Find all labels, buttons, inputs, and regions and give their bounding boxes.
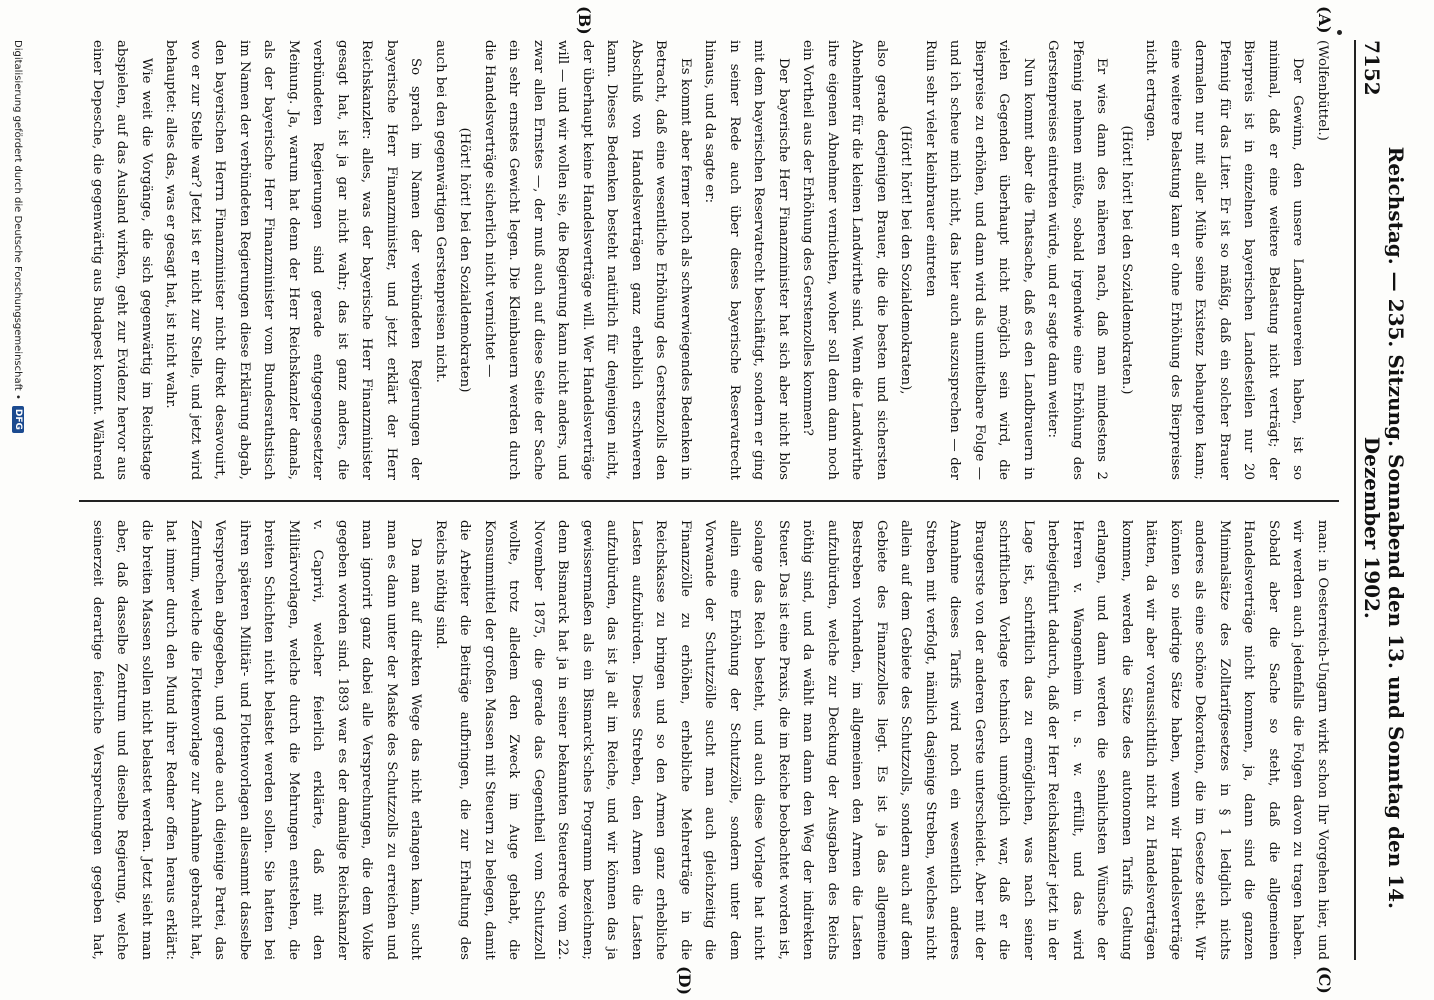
paragraph: So sprach im Namen der verbündeten Regierungen der bayerische Herr Finanzminister, und jetzt erklärt der Herr Reichskanzler: alles, was der bayerische Herr Finanzminister gesagt hat, ist ja gar nicht wahr; das ist ganz anders, die verbündeten Regierungen sind gerade entgegengesetzter Meinung. Ja, warum hat denn der Herr Reichskanzler damals, als der bayerische Herr Finanzminister vom Bundesrathstisch im Namen der verbündeten Regierungen diese Erklärung abgab, den bayerischen Herrn Finanzminister nicht direkt desavouirt, wo er zur Stelle war? Jetzt ist er nicht zur Stelle, und jetzt wird behauptet: alles das, was er gesagt hat, ist nicht wahr. — [163, 40, 424, 480]
paragraph: man: in Oesterreich-Ungarn wirkt schon Ihr Vorgehen hier, und wir werden auch jedenfalls die Folgen davon zu tragen haben. Sobald aber die Sache so steht, daß die allgemeinen Handelsverträge nicht kommen, ja, dann sind die ganzen Minimalsätze des Zolltarifgesetzes in § 1 lediglich nichts anderes als eine schöne Dekoration, die im Gesetze steht. Wir könnten so niedrige Sätze haben, wenn wir Handelsverträge hätten, da wir aber voraussichtlich nicht zu Handelsverträgen kommen, werden die Sätze des autonomen Tarifs Geltung erlangen, und dann werden die sehnlichsten Wünsche der Herren v. Wangenheim u. s. w. erfüllt, und das wird herbeigeführt dadurch, daß der Herr Reichskanzler jetzt in der Lage ist, schriftlich das zu ermöglichen, was nach seiner schriftlichen Vorlage technisch unmöglich war, daß er die Braugerste von der anderen Gerste unterscheidet. Aber mit der Annahme dieses Tarifs wird noch ein wesentlich anderes Streben mit verfolgt, nämlich dasjenige Streben, welches nicht allein auf dem Gebiete des Schutzzolls, sondern auch auf dem Gebiete des Finanzzolles liegt. Es ist ja das allgemeine Bestreben vorhanden, im allgemeinen den Armen die Lasten aufzubürden, welche zur Deckung der Ausgaben des Reichs nöthig sind, und da wählt man dann den Weg der indirekten Steuer. Das ist eine Praxis, die im Reiche beobachtet worden ist, solange das Reich besteht, und auch diese Vorlage hat nicht allein eine Erhöhung der Schutzzölle, sondern unter dem Vorwande der Schutzzölle sucht man auch gleichzeitig die Finanzzölle zu erhöhen, erhebliche Mehrerträge in die Reichskasse zu bringen und so den Armen ganz erhebliche Lasten aufzubürden. Dieses Streben, den Armen die Lasten aufzubürden, das ist ja alt im Reiche, und wir können das ja gewissermaßen als ein Bismarck'sches Programm bezeichnen; denn Bismarck hat ja in seiner bekannten Steuerrede vom 22. November 1875, die gerade das Gegentheil vom Schutzzoll wollte, trotz alledem den Zweck im Auge gehabt, die Konsummittel der großen Massen mit Steuern zu belegen, damit die Arbeiter die Beiträge aufbringen, die zur Erhaltung des Reichs nöthig sind. — [433, 520, 1330, 960]
right-column — [84, 520, 1334, 960]
page-number: 7152 — [1360, 40, 1384, 96]
paragraph: Da man auf direkten Wege das nicht erlangen kann, sucht man es dann unter der Maske des Schutzzolls zu erreichen und man ignorirt ganz dabei alle Versprechungen, die dem Volke gegeben worden sind. 1893 war es der damalige Reichskanzler v. Caprivi, welcher feierlich erklärte, daß mit den Militärvorlagen, welche durch die Mehrungen entstehen, die breiten Schichten nicht belastet werden sollen. Sie hatten bei ihren späteren Militär- und Flottenvorlagen allesammt dasselbe Versprechen abgegeben, und gerade auch diejenige Partei, das Zentrum, welche die Flottenvorlage zur Annahme gebracht hat, hat immer durch den Mund ihrer Redner offen heraus erklärt: die breiten Massen sollen nicht belastet werden. Jetzt sieht man aber, daß dasselbe Zentrum und dieselbe Regierung, welche seinerzeit derartige feierliche Versprechungen gegeben hat, — [90, 520, 424, 960]
footer-text: Digitalisierung gefördert durch die Deutsche Forschungsgemeinschaft • — [12, 40, 24, 400]
paragraph: Nun kommt aber die Thatsache, daß es den Landbrauern in vielen Gegenden überhaupt nicht möglich sein wird, die Bierpreise zu erhöhen, und dann wird als unmittelbare Folge — und ich scheue mich nicht, das hier auch auszusprechen — der Ruin sehr vieler kleinbrauer eintreten — [923, 40, 1036, 480]
paragraph: Er wies dann des näheren nach, daß man mindestens 2 Pfennig nehmen müßte, sobald irgendwie eine Erhöhung des Gerstenpreises eintreten würde, und er sagte dann weiter: — [1045, 40, 1110, 480]
column-divider — [79, 500, 1339, 502]
interjection: (Hört! hört! bei den Sozialdemokraten) — [457, 127, 473, 393]
paragraph: Der bayerische Herr Finanzminister hat sich aber nicht blos mit dem bayerischen Reservatrecht beschäftigt, sondern er ging in seiner Rede auch über dieses bayerische Reservatrecht hinaus, und da sagte er: — [702, 40, 791, 480]
header-title: Reichstag. — 235. Sitzung. Sonnabend den 13. und Sonntag den 14. Dezember 1902. — [1360, 146, 1408, 909]
paragraph: auch bei den gegenwärtigen Gerstenpreisen nicht. — [433, 40, 448, 383]
digitization-footer — [12, 40, 24, 960]
print-speck — [1337, 30, 1342, 35]
page-header — [1354, 40, 1408, 960]
margin-mark-c: (C) — [1315, 966, 1334, 994]
dfg-logo: DFG — [12, 406, 24, 433]
paragraph: Der Gewinn, den unsere Landbrauereien haben, ist so minimal, daß er eine weitere Belastung nicht verträgt; der Bierpreis ist in einzelnen bayerischen Landesteilen nur 20 Pfennig für das Liter. Er ist so mäßig, daß ein solcher Brauer dermalen nur mit aller Mühe seine Existenz behaupten kann; eine weitere Belastung kann er ohne Erhöhung des Bierpreises nicht ertragen. — [1143, 40, 1306, 480]
margin-mark-a: (A) — [1315, 6, 1334, 34]
interjection: (Hört! hört! bei den Sozialdemokraten.) — [1119, 125, 1134, 395]
interjection: (Hört! hört! bei den Sozialdemokraten), — [898, 125, 914, 395]
margin-mark-b: (B) — [575, 6, 594, 35]
paragraph: Es kommt aber ferner noch als schwerwiegendes Bedenken in Betracht, daß eine wesentliche Erhöhung des Gerstenzolls den Abschluß von Handelsverträgen ganz erheblich erschweren kann. Dieses Bedenken besteht natürlich für denjenigen nicht, der überhaupt keine Handelsverträge will. Wer Handelsverträge will — und wir wollen sie, die Regierung kann nicht anders, und zwar allen Ernstes —, der muß auch auf diese Seite der Sache ein sehr ernstes Gewicht legen. Die Kleinbauern werden durch die Handelsverträge sicherlich nicht vernichtet — — [482, 40, 693, 480]
margin-mark-d: (D) — [675, 966, 694, 996]
speaker-label: (Wolfenbüttel.) — [1315, 40, 1330, 141]
paragraph: also gerade derjenigen Brauer, die die besten und sichersten Abnehmer für die kleinen Landwirthe sind. Wenn die Landwirthe ihre eigenen Abnehmer vernichten, woher soll denn dann noch ein Vortheil aus der Erhöhung des Gerstenzolles kommen? — [800, 40, 889, 480]
paragraph: Wie weit die Vorgänge, die sich gegenwärtig im Reichstage abspielen, auf das Ausland wirken, geht zur Evidenz hervor aus einer Depesche, die gegenwärtig aus Budapest kommt. Während — [90, 40, 154, 480]
left-column — [84, 40, 1334, 480]
